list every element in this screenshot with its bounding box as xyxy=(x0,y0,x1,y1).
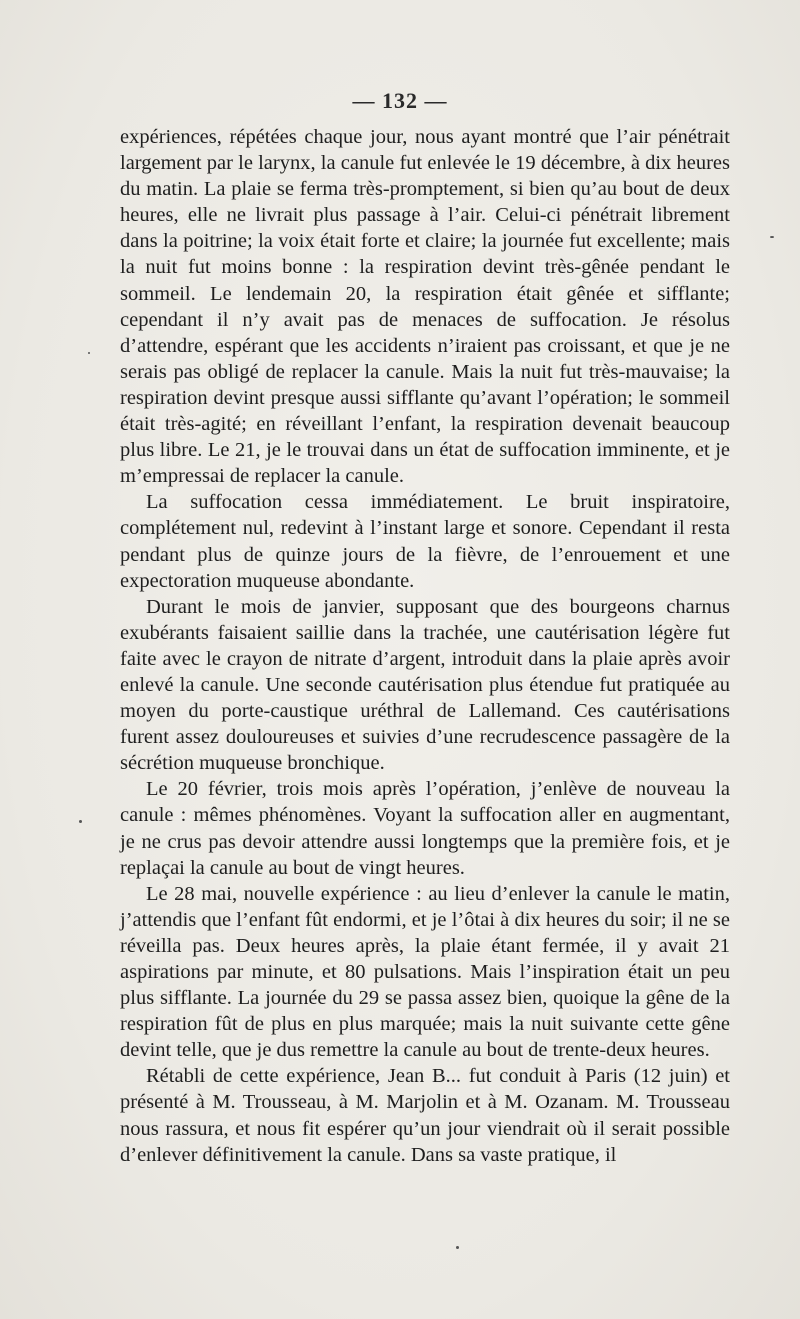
paper-speck xyxy=(456,1246,459,1249)
paragraph-2: La suffocation cessa immédiatement. Le bruit inspiratoire, complétement nul, redevint à l’instant large et sonore. Cependant il resta pendant plus de quinze jours de la fièvre, de l’enrouement et une expectoration muqueuse abondante. xyxy=(120,491,730,592)
paragraph-6: Rétabli de cette expérience, Jean B... fut conduit à Paris (12 juin) et présenté à M. Trousseau, à M. Marjolin et à M. Ozanam. M. Trousseau nous rassura, et nous fit espérer qu’un jour viendrait où il serait possible d’enlever définitivement la canule. Dans sa vaste pratique, il xyxy=(120,1065,730,1166)
page-number-header: — 132 — xyxy=(352,88,448,113)
paper-speck xyxy=(88,352,90,354)
paragraph-5: Le 28 mai, nouvelle expérience : au lieu d’enlever la canule le matin, j’attendis que l’enfant fût endormi, et je l’ôtai à dix heures du soir; il ne se réveilla pas. Deux heures après, la plaie étant fermée, il y avait 21 aspirations par minute, et 80 pulsations. Mais l’inspiration était un peu plus sifflante. La journée du 29 se passa assez bien, quoique la gêne de la respiration fût de plus en plus marquée; mais la nuit suivante cette gêne devint telle, que je dus remettre la canule au bout de trente-deux heures. xyxy=(120,882,730,1062)
paragraph-3: Durant le mois de janvier, supposant que des bourgeons charnus exubérants faisaient saillie dans la trachée, une cautérisation légère fut faite avec le crayon de nitrate d’argent, introduit dans la plaie après avoir enlevé la canule. Une seconde cautérisation plus étendue fut pratiquée au moyen du porte-caustique uréthral de Lallemand. Ces cautérisations furent assez douloureuses et suivies d’une recrudescence passagère de la sécrétion muqueuse bronchique. xyxy=(120,595,730,775)
paper-speck xyxy=(770,236,774,238)
paper-speck xyxy=(79,820,82,823)
page-body-text xyxy=(120,124,730,1168)
paragraph-1: expériences, répétées chaque jour, nous ayant montré que l’air pénétrait largement par le larynx, la canule fut enlevée le 19 décembre, à dix heures du matin. La plaie se ferma très-promptement, si bien qu’au bout de deux heures, elle ne livrait plus passage à l’air. Celui-ci pénétrait librement dans la poitrine; la voix était forte et claire; la journée fut excellente; mais la nuit fut moins bonne : la respiration devint très-gênée pendant le sommeil. Le lendemain 20, la respiration était gênée et sifflante; cependant il n’y avait pas de menaces de suffocation. Je résolus d’attendre, espérant que les accidents n’iraient pas croissant, et que je ne serais pas obligé de replacer la canule. Mais la nuit fut très-mauvaise; la respiration devint presque aussi sifflante qu’avant l’opération; le sommeil était très-agité; en réveillant l’enfant, la respiration devenait beaucoup plus libre. Le 21, je le trouvai dans un état de suffocation imminente, et je m’empressai de replacer la canule. xyxy=(120,126,730,488)
paragraph-4: Le 20 février, trois mois après l’opération, j’enlève de nouveau la canule : mêmes phénomènes. Voyant la suffocation aller en augmentant, je ne crus pas devoir attendre aussi longtemps que la première fois, et je replaçai la canule au bout de vingt heures. xyxy=(120,778,730,879)
